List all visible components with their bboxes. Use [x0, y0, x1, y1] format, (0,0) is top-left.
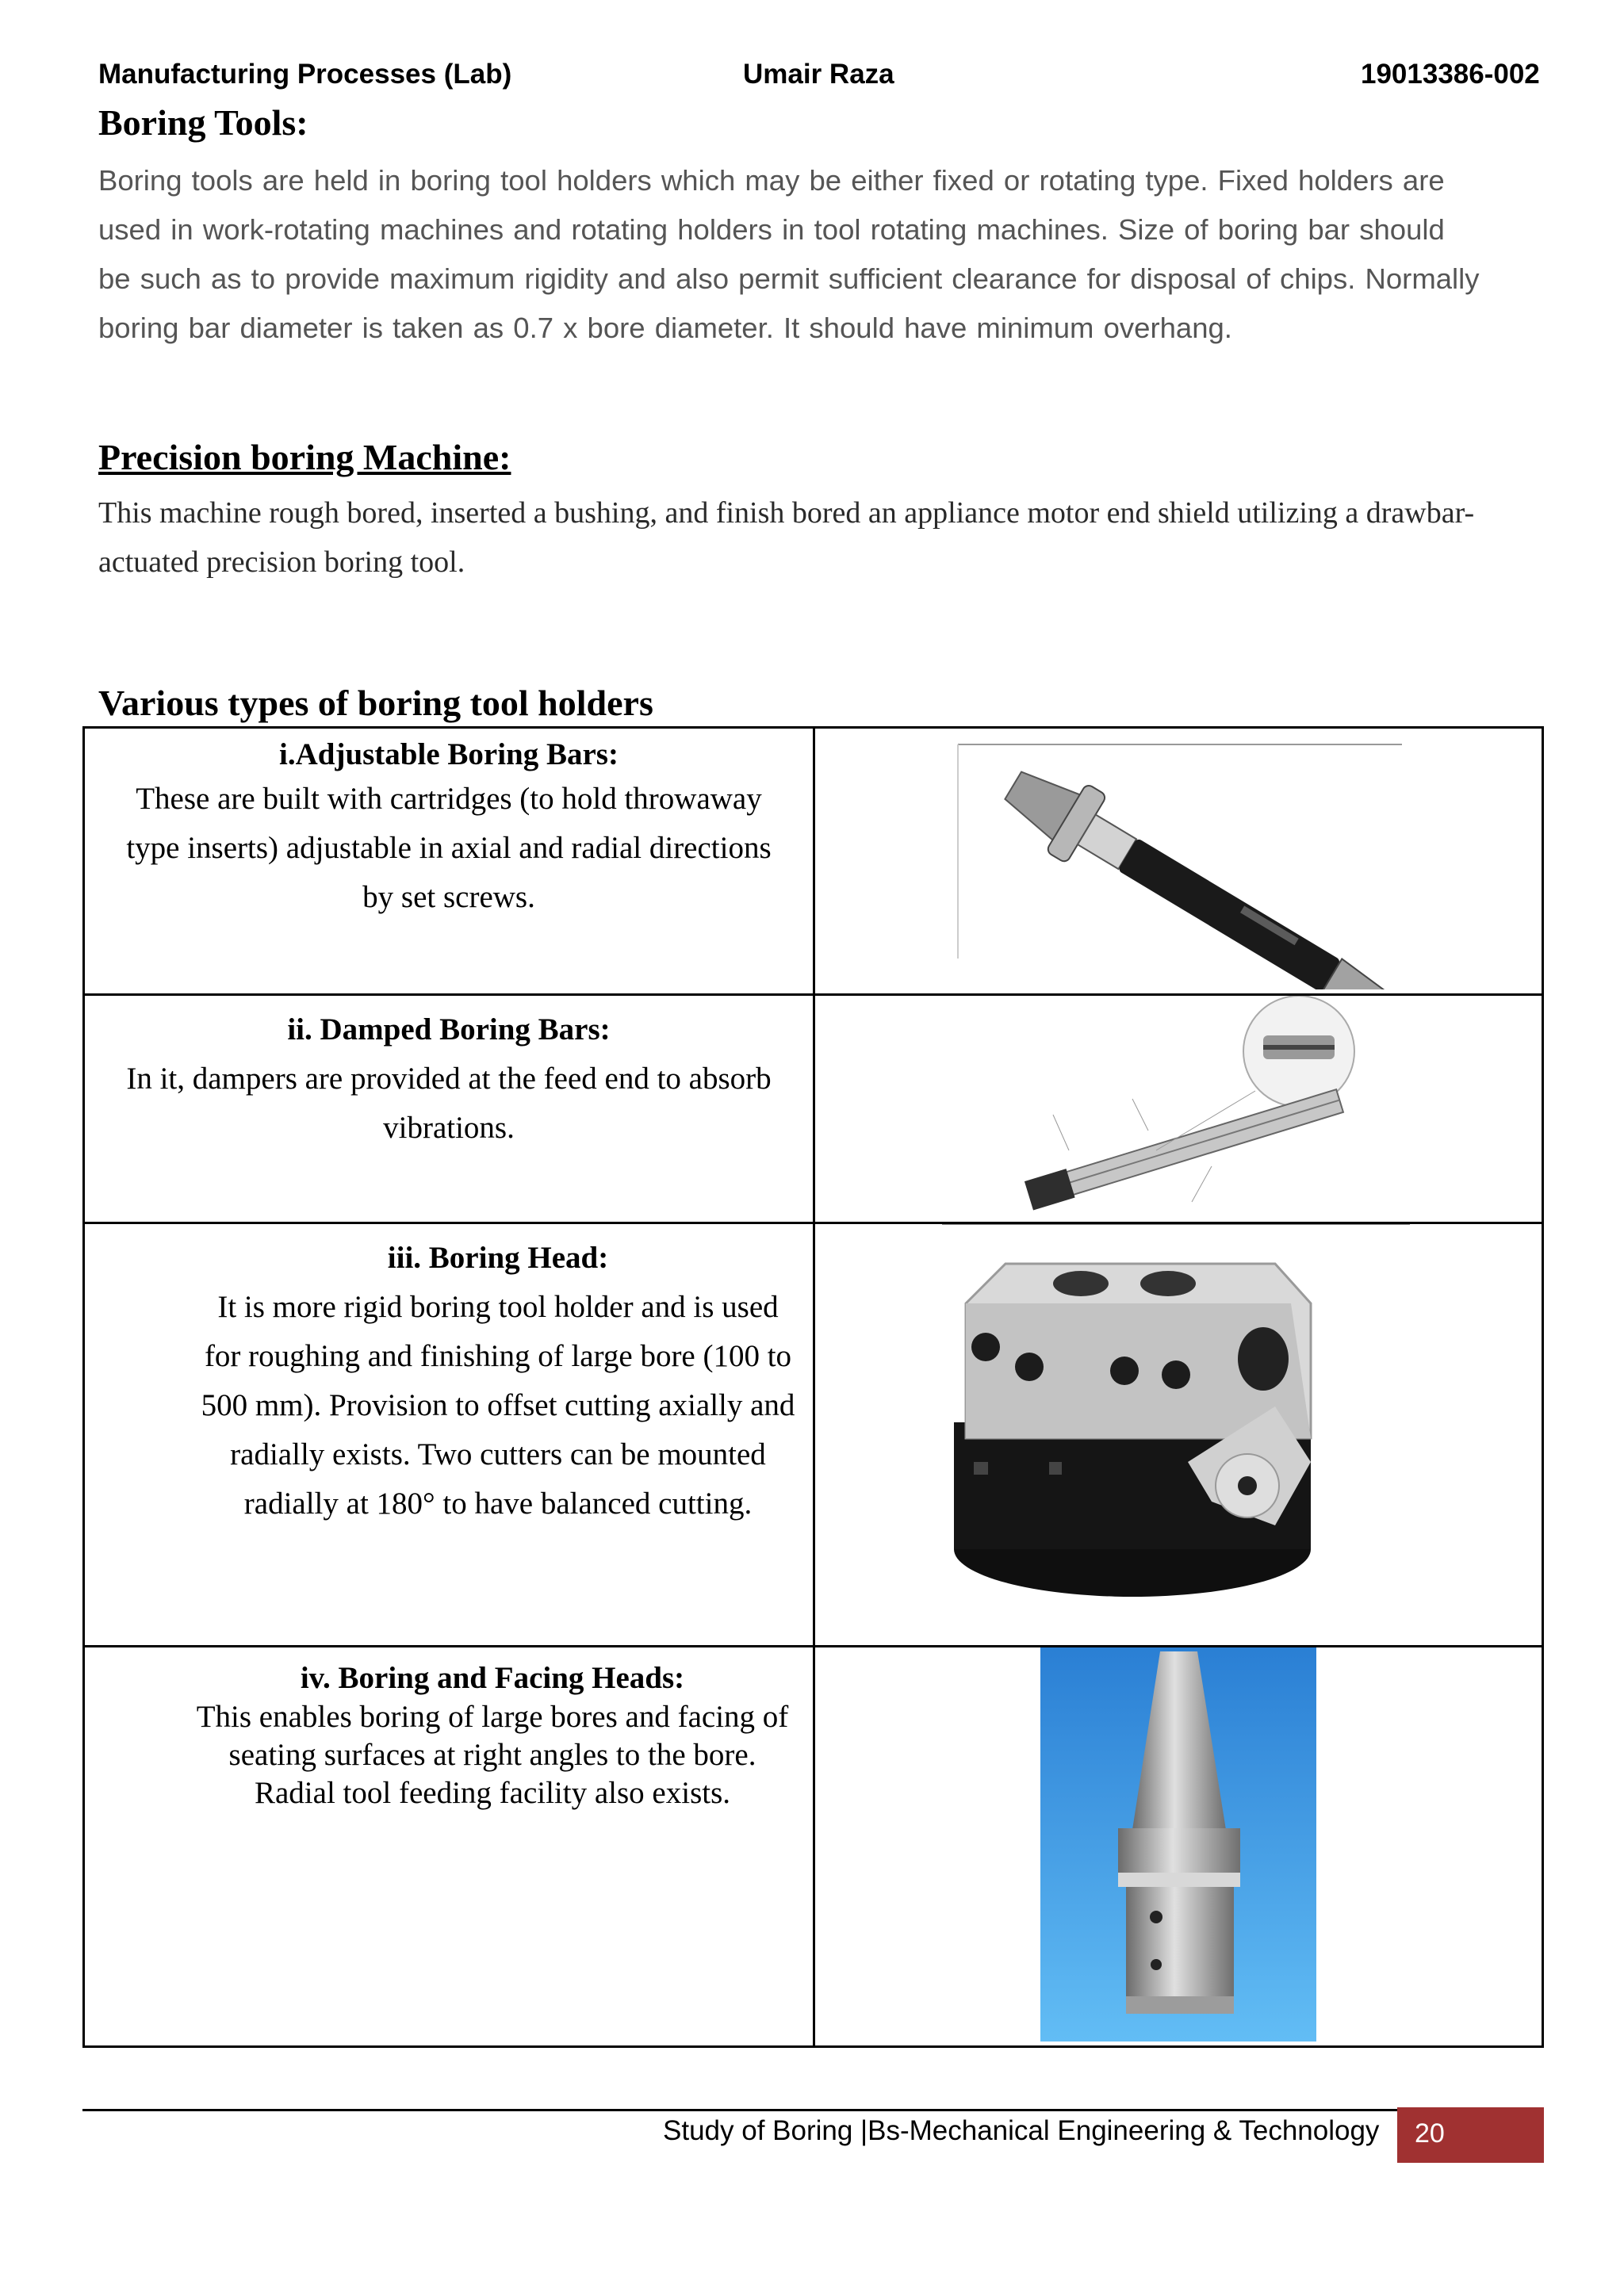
holder-text-cell: [84, 1647, 814, 2047]
boring-tools-paragraph: Boring tools are held in boring tool holders which may be either fixed or rotating type. Fixed holders are used in work-rotating machines and rotating holders in tool rotating machines. Size of boring bar should be such as to provide maximum rigidity and also permit sufficient clearance for disposal of chips. Normally boring bar diameter is taken as 0.7 x bore diameter. It should have minimum overhang.: [98, 164, 1480, 344]
precision-boring-heading: Precision boring Machine:: [98, 437, 511, 477]
holder-title: iv. Boring and Facing Heads:: [300, 1661, 685, 1695]
holders-heading: Various types of boring tool holders: [98, 683, 653, 723]
holder-title: i.Adjustable Boring Bars:: [279, 737, 619, 771]
header-course: Manufacturing Processes (Lab): [98, 59, 512, 90]
boring-head-image: [815, 1224, 1545, 1641]
holder-image-cell: [814, 995, 1543, 1223]
holder-title: ii. Damped Boring Bars:: [287, 1012, 611, 1047]
page-number: 20: [1415, 2118, 1445, 2149]
holder-image-cell: [814, 1223, 1543, 1647]
boring-facing-head-image: [815, 1647, 1545, 2042]
footer-text: Study of Boring |Bs-Mechanical Engineering & Technology: [663, 2115, 1380, 2146]
holder-text-cell: [84, 728, 814, 995]
footer-divider: [82, 2109, 1544, 2111]
holder-title: iii. Boring Head:: [387, 1241, 609, 1275]
header-id: 19013386-002: [1361, 59, 1540, 90]
table-row: [84, 995, 1543, 1223]
holders-table: [82, 726, 1544, 2048]
table-row: [84, 1647, 1543, 2047]
damped-boring-bar-image: [815, 996, 1545, 1218]
table-row: [84, 1223, 1543, 1647]
holder-description: These are built with cartridges (to hold throwaway type inserts) adjustable in axial and radial directions by set screws.: [126, 782, 772, 914]
adjustable-boring-bar-image: [815, 729, 1545, 989]
holder-description: This enables boring of large bores and facing of seating surfaces at right angles to the bore. Radial tool feeding facility also exists.: [196, 1700, 789, 1810]
header-author: Umair Raza: [743, 59, 894, 90]
boring-tools-heading: Boring Tools:: [98, 102, 308, 143]
holder-image-cell: [814, 1647, 1543, 2047]
holder-text-cell: [84, 995, 814, 1223]
holder-description: It is more rigid boring tool holder and is used for roughing and finishing of large bore (100 to 500 mm). Provision to offset cutting axially and radially exists. Two cutters can be mounted radially at 180° to have balanced cutting.: [201, 1290, 795, 1521]
table-row: [84, 728, 1543, 995]
holder-image-cell: [814, 728, 1543, 995]
holder-text-cell: [84, 1223, 814, 1647]
page-number-box: [1397, 2107, 1544, 2163]
precision-boring-paragraph: This machine rough bored, inserted a bushing, and finish bored an appliance motor end shield utilizing a drawbar-actuated precision boring tool.: [98, 496, 1475, 579]
holder-description: In it, dampers are provided at the feed end to absorb vibrations.: [126, 1062, 772, 1145]
